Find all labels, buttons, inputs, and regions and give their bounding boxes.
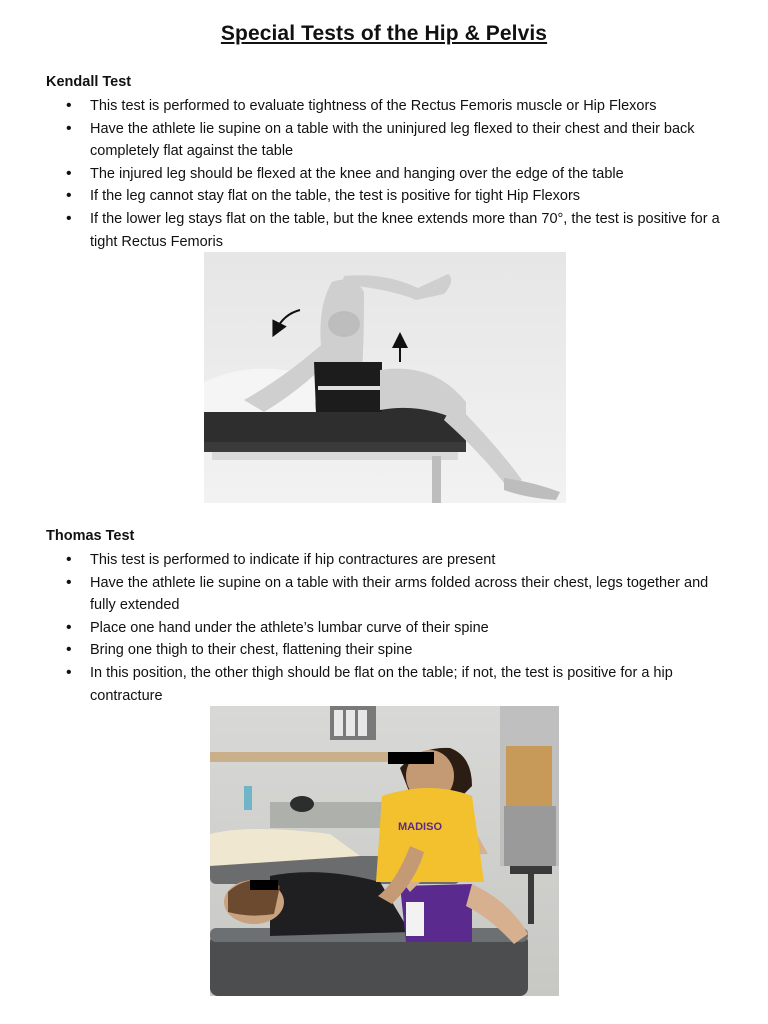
page-title: Special Tests of the Hip & Pelvis	[220, 22, 548, 45]
list-item: • In this position, the other thigh should be flat on the table; if not, the test is positive for a hip contracture	[46, 662, 736, 707]
list-item: • This test is performed to indicate if hip contractures are present	[46, 549, 736, 572]
kendall-bullet-list	[46, 95, 736, 253]
list-item: • The injured leg should be flexed at the knee and hanging over the edge of the table	[46, 163, 736, 186]
thomas-bullet-list	[46, 549, 736, 707]
section-heading-thomas: Thomas Test	[46, 528, 135, 544]
list-item: • Have the athlete lie supine on a table with the uninjured leg flexed to their chest and their back completely flat against the table	[46, 118, 736, 163]
list-item: • If the lower leg stays flat on the table, but the knee extends more than 70°, the test is positive for a tight Rectus Femoris	[46, 208, 736, 253]
section-heading-kendall: Kendall Test	[46, 74, 132, 90]
list-item: • Place one hand under the athlete’s lumbar curve of their spine	[46, 617, 736, 640]
list-item: • Have the athlete lie supine on a table with their arms folded across their chest, legs together and fully extended	[46, 572, 736, 617]
list-item: • Bring one thigh to their chest, flattening their spine	[46, 639, 736, 662]
list-item: • This test is performed to evaluate tightness of the Rectus Femoris muscle or Hip Flexors	[46, 95, 736, 118]
thomas-test-photo	[210, 706, 559, 996]
kendall-test-photo	[204, 252, 566, 503]
shirt-print: MADISO	[398, 821, 442, 833]
list-item: • If the leg cannot stay flat on the table, the test is positive for tight Hip Flexors	[46, 185, 736, 208]
